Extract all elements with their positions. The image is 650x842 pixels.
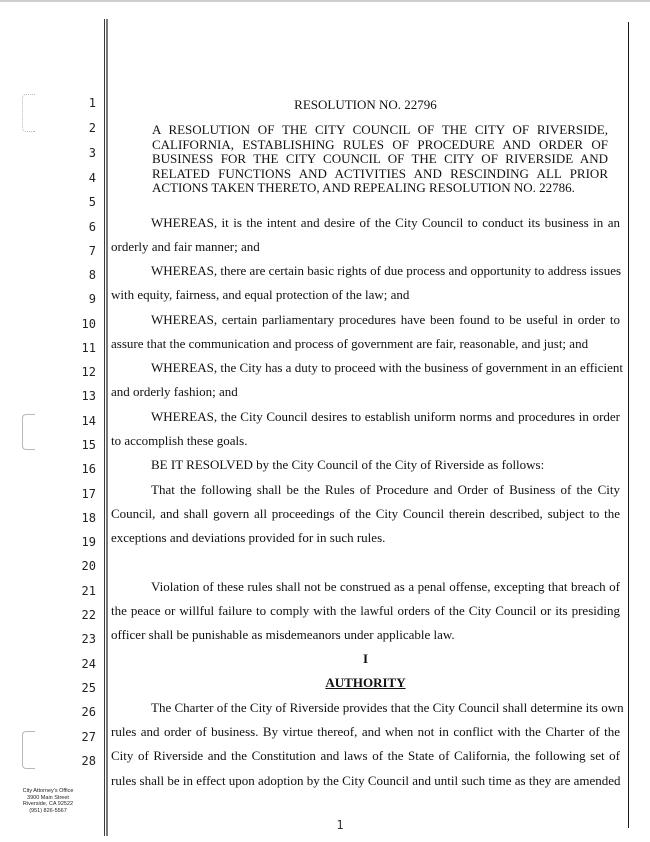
left-margin-rule [104,19,105,836]
line-number: 11 [81,341,96,355]
line-number: 7 [88,244,96,258]
line-number: 13 [81,389,96,403]
line-number: 23 [81,632,96,646]
section-line: rules and order of business. By virtue thereof, and when not in conflict with the Charter of the [111,724,620,739]
line-number: 3 [88,146,96,160]
body-line: officer shall be punishable as misdemeanors under applicable law. [111,627,455,642]
body-line: WHEREAS, the City Council desires to establish uniform norms and procedures in order [151,409,620,424]
body-line: BE IT RESOLVED by the City Council of the City of Riverside as follows: [151,457,545,472]
office-street: 3900 Main Street [27,794,69,801]
section-line: rules shall be in effect upon adoption by the City Council and until such time as they are amended [111,773,621,788]
line-number: 17 [81,487,96,501]
body-line: to accomplish these goals. [111,433,248,448]
body-line: Violation of these rules shall not be construed as a penal offense, excepting that breach of [151,579,620,594]
office-city: Riverside, CA 92522 [22,801,74,807]
line-number: 2 [88,121,96,135]
body-line: with equity, fairness, and equal protection of the law; and [111,287,410,302]
section-heading: AUTHORITY [325,675,406,690]
right-margin-rule [628,22,629,828]
body-line: WHEREAS, certain parliamentary procedures have been found to be useful in order to [151,312,620,327]
line-number: 16 [81,462,96,476]
body-line: the peace or willful failure to comply with the lawful orders of the City Council or its presiding [111,603,620,618]
line-number: 15 [81,438,96,452]
office-phone: (951) 826-5567 [29,807,67,814]
header-line: BUSINESS FOR THE CITY COUNCIL OF THE CITY OF RIVERSIDE AND [152,151,608,167]
line-number: 21 [81,584,96,598]
margin-bracket [22,414,35,450]
body-line: Council, and shall govern all proceedings of the City Council therein described, subject to the [111,506,620,521]
section-line: City of Riverside and the Constitution and laws of the State of California, the following set of [111,748,620,763]
line-number: 12 [81,365,96,379]
line-number: 24 [81,657,96,671]
resolution-title: RESOLUTION NO. 22796 [294,97,437,112]
line-number: 22 [81,608,96,622]
line-number: 20 [81,559,96,573]
page-number: 1 [336,818,344,832]
line-number: 5 [88,195,96,209]
section-line: The Charter of the City of Riverside provides that the City Council shall determine its own [151,700,624,715]
line-number: 6 [88,220,96,234]
line-number: 27 [81,730,96,744]
header-line: RELATED FUNCTIONS AND ACTIVITIES AND RESCINDING ALL PRIOR [152,165,608,181]
office-name: City Attorney's Office [22,788,74,794]
margin-bracket [22,731,35,769]
body-line: exceptions and deviations provided for in such rules. [111,530,386,545]
body-line: orderly and fair manner; and [111,239,260,254]
office-address [8,788,88,814]
line-number: 8 [88,268,96,282]
margin-bracket [22,94,35,132]
body-line: WHEREAS, there are certain basic rights of due process and opportunity to address issues [151,263,622,278]
line-number: 18 [81,511,96,525]
header-line: A RESOLUTION OF THE CITY COUNCIL OF THE CITY OF RIVERSIDE, [152,122,608,137]
body-line: That the following shall be the Rules of Procedure and Order of Business of the City [151,482,620,497]
resolution-header [152,123,608,196]
section-number: I [362,651,369,666]
line-number: 10 [81,317,96,331]
body-line: assure that the communication and process of government are fair, reasonable, and just; and [111,336,589,351]
line-number: 9 [88,292,96,306]
header-line: ACTIONS TAKEN THERETO, AND REPEALING RESOLUTION NO. 22786. [152,180,575,196]
line-number: 1 [88,96,96,110]
body-line: WHEREAS, the City has a duty to proceed with the business of government in an efficient [151,360,623,375]
left-margin-rule-inner [106,19,108,836]
line-number: 19 [81,535,96,549]
line-number: 28 [81,754,96,768]
body-line: WHEREAS, it is the intent and desire of the City Council to conduct its business in an [151,215,620,230]
line-number: 4 [88,171,96,185]
header-line: CALIFORNIA, ESTABLISHING RULES OF PROCEDURE AND ORDER OF [152,136,608,152]
line-number: 14 [81,414,96,428]
line-number: 26 [81,705,96,719]
line-number: 25 [81,681,96,695]
body-line: and orderly fashion; and [111,384,238,399]
top-rule [0,0,650,2]
